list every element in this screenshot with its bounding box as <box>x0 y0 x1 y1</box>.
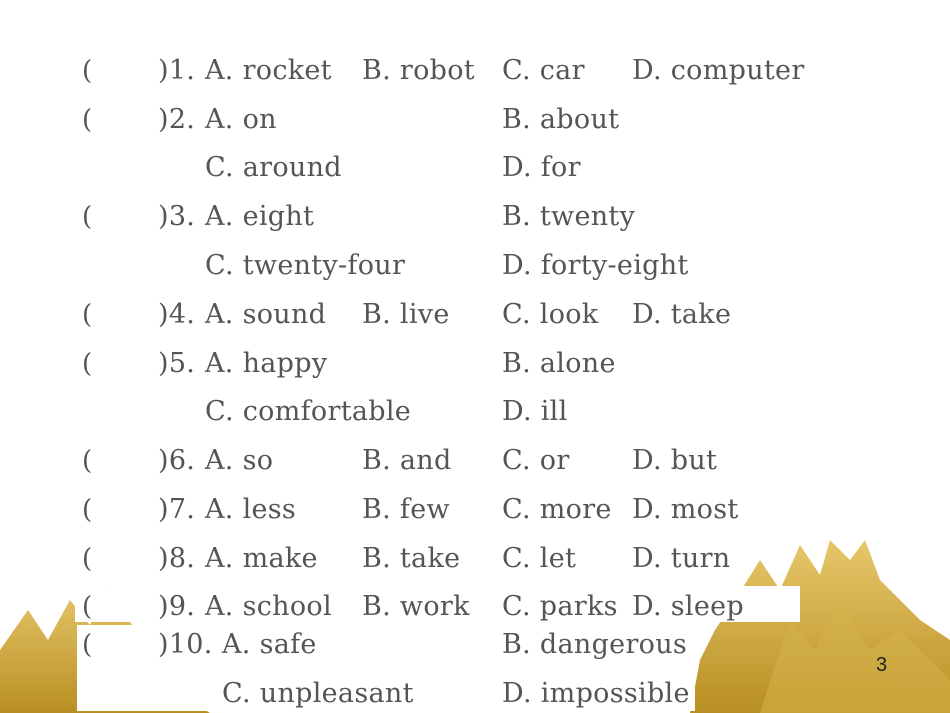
option-c: C. or <box>502 445 570 476</box>
page-number: 3 <box>876 654 888 676</box>
option-b: B. and <box>362 445 452 476</box>
answer-paren: ( <box>82 630 93 660</box>
option-c: C. twenty-four <box>205 250 406 281</box>
option-c: C. parks <box>502 591 618 622</box>
option-c: C. car <box>502 55 585 86</box>
question-number: )9. <box>158 591 196 622</box>
option-c: C. unpleasant <box>222 678 414 709</box>
answer-paren: ( <box>82 495 93 525</box>
answer-paren: ( <box>82 300 93 330</box>
option-d: D. computer <box>632 55 805 86</box>
option-a: A. safe <box>222 629 317 660</box>
option-d: D. turn <box>632 543 731 574</box>
option-a: A. less <box>205 494 297 525</box>
question-number: )4. <box>158 299 196 330</box>
option-b: B. twenty <box>502 201 636 232</box>
option-a: A. so <box>205 445 274 476</box>
option-d: D. for <box>502 152 581 183</box>
answer-paren: ( <box>82 446 93 476</box>
option-d: D. sleep <box>632 591 744 622</box>
option-d: D. ill <box>502 396 568 427</box>
question-number: )3. <box>158 201 196 232</box>
option-a: A. happy <box>205 348 328 379</box>
answer-paren: ( <box>82 105 93 135</box>
option-b: B. robot <box>362 55 475 86</box>
option-d: D. impossible <box>502 678 690 709</box>
option-a: A. rocket <box>205 55 332 86</box>
question-number: )6. <box>158 445 196 476</box>
option-d: D. most <box>632 494 739 525</box>
option-b: B. alone <box>502 348 616 379</box>
option-a: A. make <box>205 543 318 574</box>
question-number: )2. <box>158 104 196 135</box>
option-c: C. comfortable <box>205 396 412 427</box>
answer-paren: ( <box>82 349 93 379</box>
option-b: B. live <box>362 299 450 330</box>
option-b: B. few <box>362 494 450 525</box>
answer-paren: ( <box>82 592 93 622</box>
option-a: A. eight <box>205 201 315 232</box>
option-c: C. let <box>502 543 577 574</box>
question-number: )8. <box>158 543 196 574</box>
option-c: C. around <box>205 152 342 183</box>
question-number: )5. <box>158 348 196 379</box>
question-number: )1. <box>158 55 196 86</box>
option-c: C. more <box>502 494 612 525</box>
answer-paren: ( <box>82 544 93 574</box>
option-b: B. work <box>362 591 470 622</box>
answer-paren: ( <box>82 56 93 86</box>
option-d: D. take <box>632 299 732 330</box>
answer-paren: ( <box>82 202 93 232</box>
question-number: )7. <box>158 494 196 525</box>
option-b: B. take <box>362 543 461 574</box>
option-b: B. dangerous <box>502 629 688 660</box>
option-b: B. about <box>502 104 620 135</box>
option-a: A. school <box>205 591 332 622</box>
option-d: D. but <box>632 445 718 476</box>
question-number: )10. <box>158 629 213 660</box>
option-c: C. look <box>502 299 599 330</box>
option-a: A. on <box>205 104 277 135</box>
option-a: A. sound <box>205 299 327 330</box>
option-d: D. forty-eight <box>502 250 689 281</box>
